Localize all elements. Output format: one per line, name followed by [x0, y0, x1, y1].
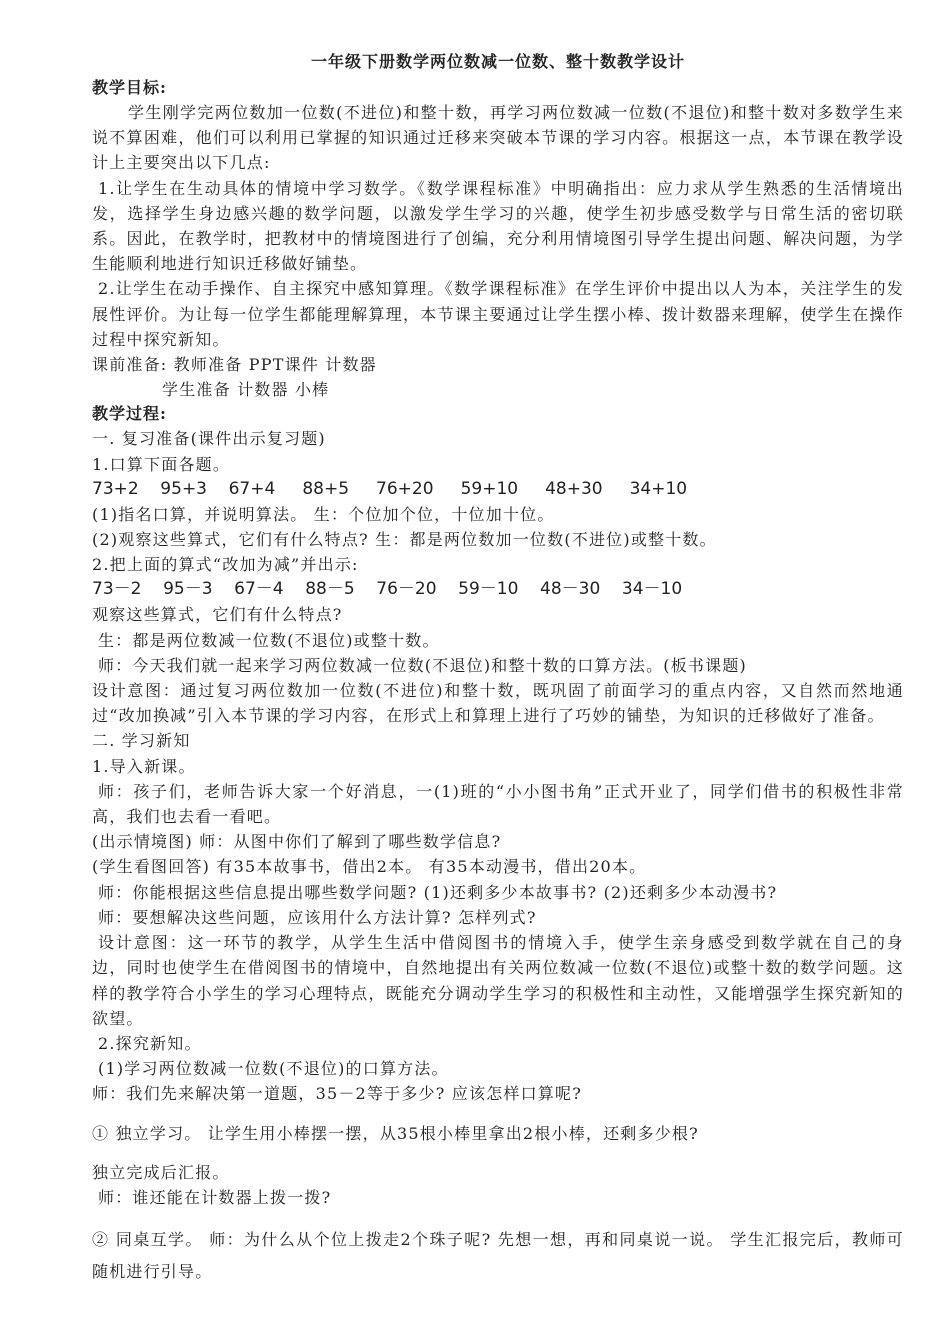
section-2-student-answer: (学生看图回答) 有35本故事书，借出2本。 有35本动漫书，借出20本。	[92, 857, 647, 877]
section-1-question-1-part-b: (2)观察这些算式，它们有什么特点? 生：都是两位数加一位数(不进位)或整十数。	[92, 530, 717, 550]
section-2-question-2: 2.探究新知。	[98, 1033, 202, 1053]
subtraction-equations-row: 73－2 95－3 67－4 88－5 76－20 59－10 48－30 34－10	[92, 579, 683, 600]
section-2-design-intent: 设计意图：这一环节的教学，从学生生活中借阅图书的情境入手，使学生亲身感受到数学就在自己的身边，同时也使学生在借阅图书的情境中，自然地提出有关两位数减一位数(不退位)或整十数的数学问题。这样的教学符合小学生的学习心理特点，既能充分调动学生学习的积极性和主动性，又能增强学生探究新知的欲望。	[92, 933, 904, 1028]
section-1-title: 一. 复习准备(课件出示复习题)	[92, 429, 326, 449]
addition-equations-row: 73+2 95+3 67+4 88+5 76+20 59+10 48+30 34+10	[92, 478, 688, 499]
step-1-report: 独立完成后汇报。	[92, 1162, 230, 1182]
step-2-peer-study: ② 同桌互学。 师：为什么从个位上拨走2个珠子呢? 先想一想，再和同桌说一说。 学生汇报完后，教师可随机进行引导。	[92, 1230, 904, 1282]
section-1-question-2-part-c: 师：今天我们就一起来学习两位数减一位数(不退位)和整十数的口算方法。(板书课题)	[98, 655, 747, 675]
step-1-teacher-prompt: 师：谁还能在计数器上拨一拨?	[98, 1187, 332, 1207]
document-title: 一年级下册数学两位数减一位数、整十数教学设计	[310, 52, 685, 71]
section-1-question-2-part-a: 观察这些算式，它们有什么特点?	[92, 605, 343, 625]
section-2-question-2-part-b: 师：我们先来解决第一道题，35－2等于多少? 应该怎样口算呢?	[92, 1084, 582, 1104]
section-2-question-2-part-a: (1)学习两位数减一位数(不退位)的口算方法。	[98, 1059, 449, 1079]
goals-heading: 教学目标:	[92, 78, 167, 97]
section-1-question-1-part-a: (1)指名口算，并说明算法。 生：个位加个位，十位加十位。	[92, 504, 555, 524]
process-heading: 教学过程:	[92, 404, 167, 424]
section-2-teacher-line-4: 师：你能根据这些信息提出哪些数学问题? (1)还剩多少本故事书? (2)还剩多少本动漫书?	[98, 882, 778, 902]
goal-1-paragraph: 1.让学生在生动具体的情境中学习数学。《数学课程标准》中明确指出：应力求从学生熟悉的生活情境出发，选择学生身边感兴趣的数学问题，以激发学生学习的兴趣，使学生初步感受数学与日常生活的密切联系。因此，在教学时，把教材中的情境图进行了创编，充分利用情境图引导学生提出问题、解决问题，为学生能顺利地进行知识迁移做好铺垫。	[92, 178, 904, 274]
prep-teacher-line: 课前准备: 教师准备 PPT课件 计数器	[92, 355, 377, 375]
section-1-design-intent: 设计意图：通过复习两位数加一位数(不进位)和整十数，既巩固了前面学习的重点内容，又自然而然地通过“改加换减”引入本节课的学习内容，在形式上和算理上进行了巧妙的铺垫，为知识的迁移做好了准备。	[92, 681, 904, 726]
section-1-question-2-part-b: 生：都是两位数减一位数(不退位)或整十数。	[98, 630, 440, 650]
goal-2-paragraph: 2.让学生在动手操作、自主探究中感知算理。《数学课程标准》在学生评价中提出以人为本，关注学生的发展性评价。为让每一位学生都能理解算理，本节课主要通过让学生摆小棒、拨计数器来理解，使学生在操作过程中探究新知。	[92, 279, 904, 349]
section-2-teacher-line-5: 师：要想解决这些问题，应该用什么方法计算? 怎样列式?	[98, 907, 537, 927]
goals-intro-paragraph: 学生刚学完两位数加一位数(不进位)和整十数，再学习两位数减一位数(不退位)和整十数对多数学生来说不算困难，他们可以利用已掌握的知识通过迁移来突破本节课的学习内容。根据这一点，本节课在教学设计上主要突出以下几点:	[92, 103, 904, 173]
section-1-question-1: 1.口算下面各题。	[92, 454, 231, 474]
section-2-title: 二. 学习新知	[92, 731, 191, 751]
step-1-independent-study: ① 独立学习。 让学生用小棒摆一摆，从35根小棒里拿出2根小棒，还剩多少根?	[92, 1123, 699, 1143]
section-2-teacher-line-2: (出示情境图) 师：从图中你们了解到了哪些数学信息?	[92, 832, 502, 852]
prep-student-line: 学生准备 计数器 小棒	[162, 380, 330, 400]
section-1-question-2: 2.把上面的算式“改加为减”并出示:	[92, 555, 359, 575]
section-2-question-1: 1.导入新课。	[92, 756, 196, 776]
section-2-teacher-line-1: 师：孩子们，老师告诉大家一个好消息，一(1)班的“小小图书角”正式开业了，同学们借书的积极性非常高，我们也去看一看吧。	[92, 781, 904, 827]
